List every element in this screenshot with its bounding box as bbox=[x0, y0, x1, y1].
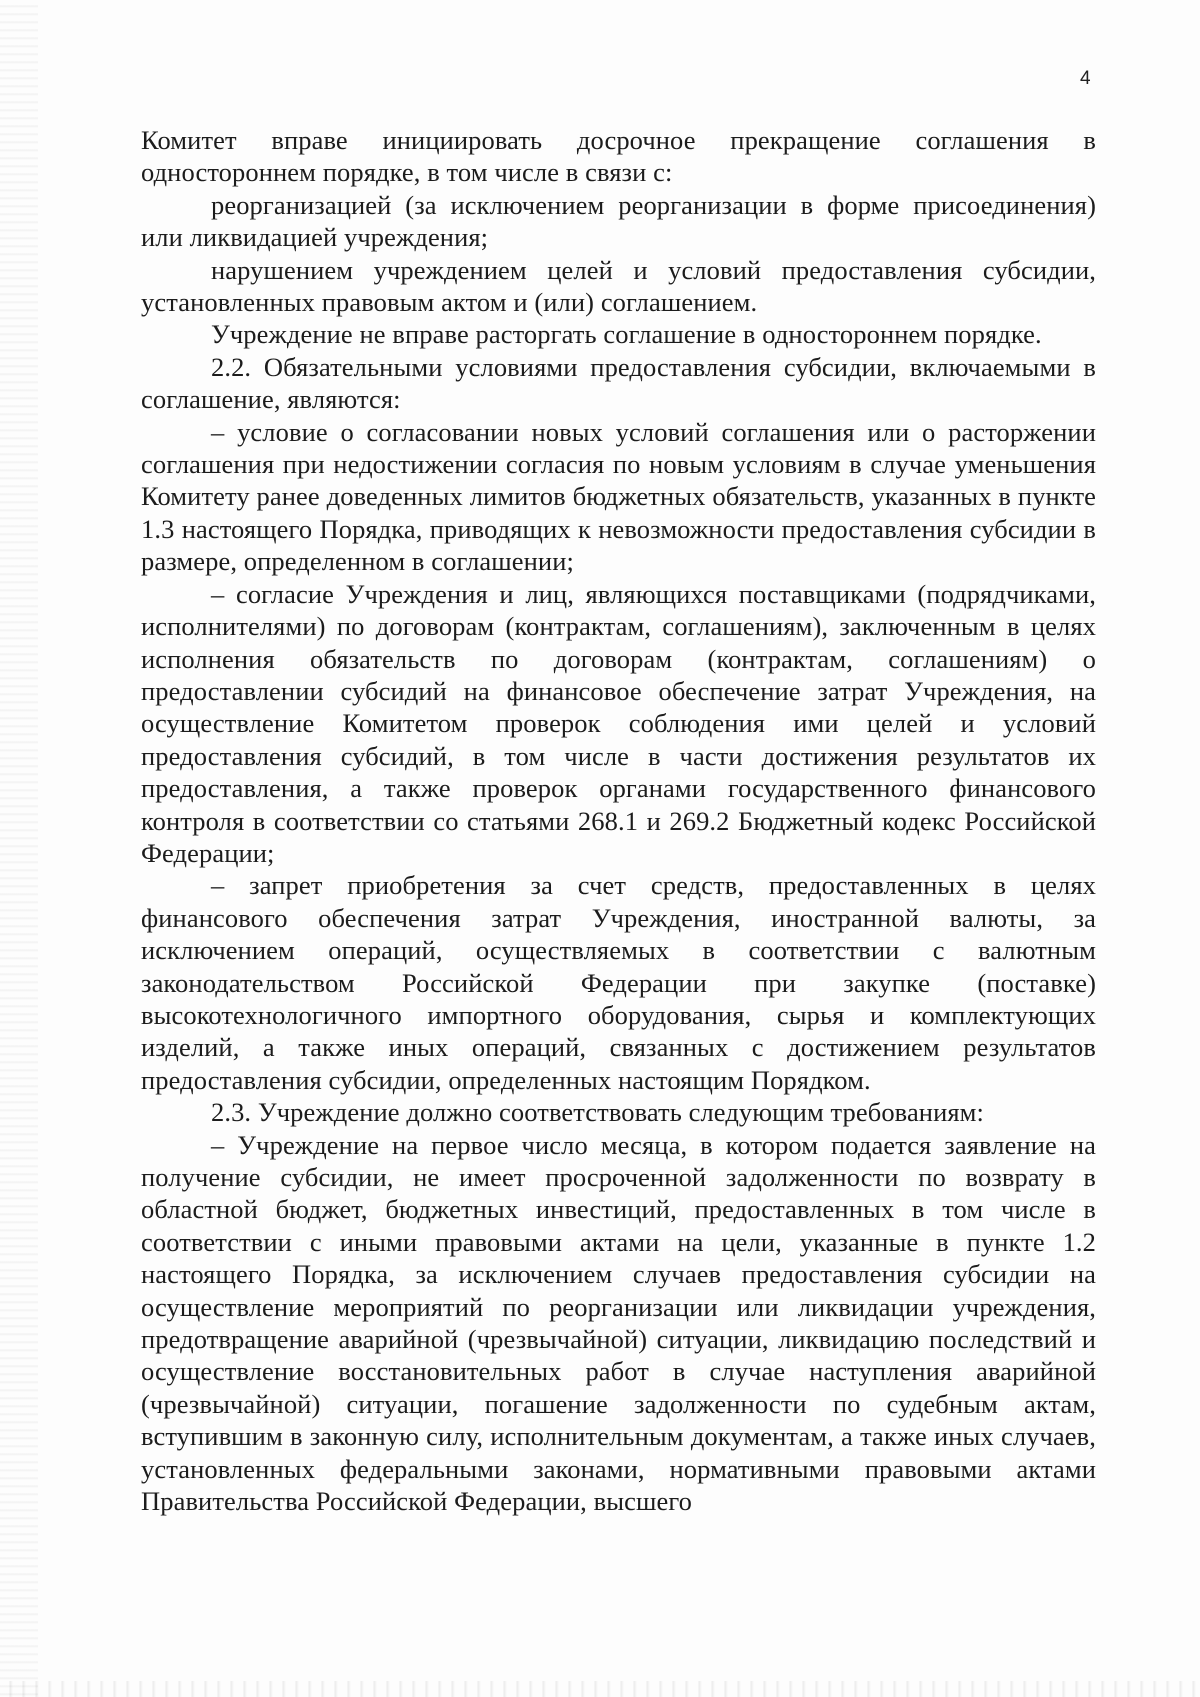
paragraph-termination-right: Комитет вправе инициировать досрочное прекращение соглашения в одностороннем порядке, в том числе в связи с: bbox=[141, 125, 1096, 188]
paragraph-consent-inspections: – согласие Учреждения и лиц, являющихся поставщиками (подрядчиками, исполнителями) по договорам (контрактам, соглашениям), заключенным в целях исполнения обязательств по договорам (контрактам, соглашениям) о предоставлении субсидий на финансовое обеспечение затрат Учреждения, на осуществление Комитетом проверок соблюдения ими целей и условий предоставления субсидий, в том числе в части достижения результатов их предоставления, а также проверок органами государственного финансового контроля в соответствии со статьями 268.1 и 269.2 Бюджетный кодекс Российской Федерации; bbox=[141, 578, 1096, 868]
paragraph-section-2-2: 2.2. Обязательными условиями предоставления субсидии, включаемыми в соглашение, являются: bbox=[141, 351, 1096, 415]
paragraph-currency-ban: – запрет приобретения за счет средств, предоставленных в целях финансового обеспечения затрат Учреждения, иностранной валюты, за исключением операций, осуществляемых в соответствии с валютным законодательством Российской Федерации при закупке (поставке) высокотехнологичного импортного оборудования, сырья и комплектующих изделий, а также иных операций, связанных с достижением результатов предоставления субсидии, определенных настоящим Порядком. bbox=[141, 870, 1096, 1095]
paragraph-reorganization: реорганизацией (за исключением реорганизации в форме присоединения) или ликвидацией учреждения; bbox=[141, 189, 1096, 253]
paragraph-condition-new-terms: – условие о согласовании новых условий соглашения или о расторжении соглашения при недостижении согласия по новым условиям в случае уменьшения Комитету ранее доведенных лимитов бюджетных обязательств, указанных в пункте 1.3 настоящего Порядка, приводящих к невозможности предоставления субсидии в размере, определенном в соглашении; bbox=[141, 416, 1096, 577]
scan-edge-artifact bbox=[0, 0, 38, 1697]
paragraph-section-2-3: 2.3. Учреждение должно соответствовать следующим требованиям: bbox=[211, 1097, 984, 1128]
paragraph-requirement-no-debt: – Учреждение на первое число месяца, в котором подается заявление на получение субсидии, не имеет просроченной задолженности по возврату в областной бюджет, бюджетных инвестиций, предоставленных в том числе в соответствии с иными правовыми актами на цели, указанные в пункте 1.2 настоящего Порядка, за исключением случаев предоставления субсидии на осуществление мероприятий по реорганизации или ликвидации учреждения, предотвращение аварийной (чрезвычайной) ситуации, ликвидацию последствий и осуществление восстановительных работ в случае наступления аварийной (чрезвычайной) ситуации, погашение задолженности по судебным актам, вступившим в законную силу, исполнительным документам, а также иных случаев, установленных федеральными законами, нормативными правовыми актами Правительства Российской Федерации, высшего bbox=[141, 1129, 1096, 1517]
scan-bottom-artifact bbox=[0, 1681, 1200, 1697]
document-body bbox=[141, 124, 1096, 1517]
page-number: 4 bbox=[1080, 68, 1091, 89]
paragraph-institution-cannot-terminate: Учреждение не вправе расторгать соглашение в одностороннем порядке. bbox=[211, 319, 1042, 350]
paragraph-violation: нарушением учреждением целей и условий предоставления субсидии, установленных правовым актом и (или) соглашением. bbox=[141, 254, 1096, 318]
